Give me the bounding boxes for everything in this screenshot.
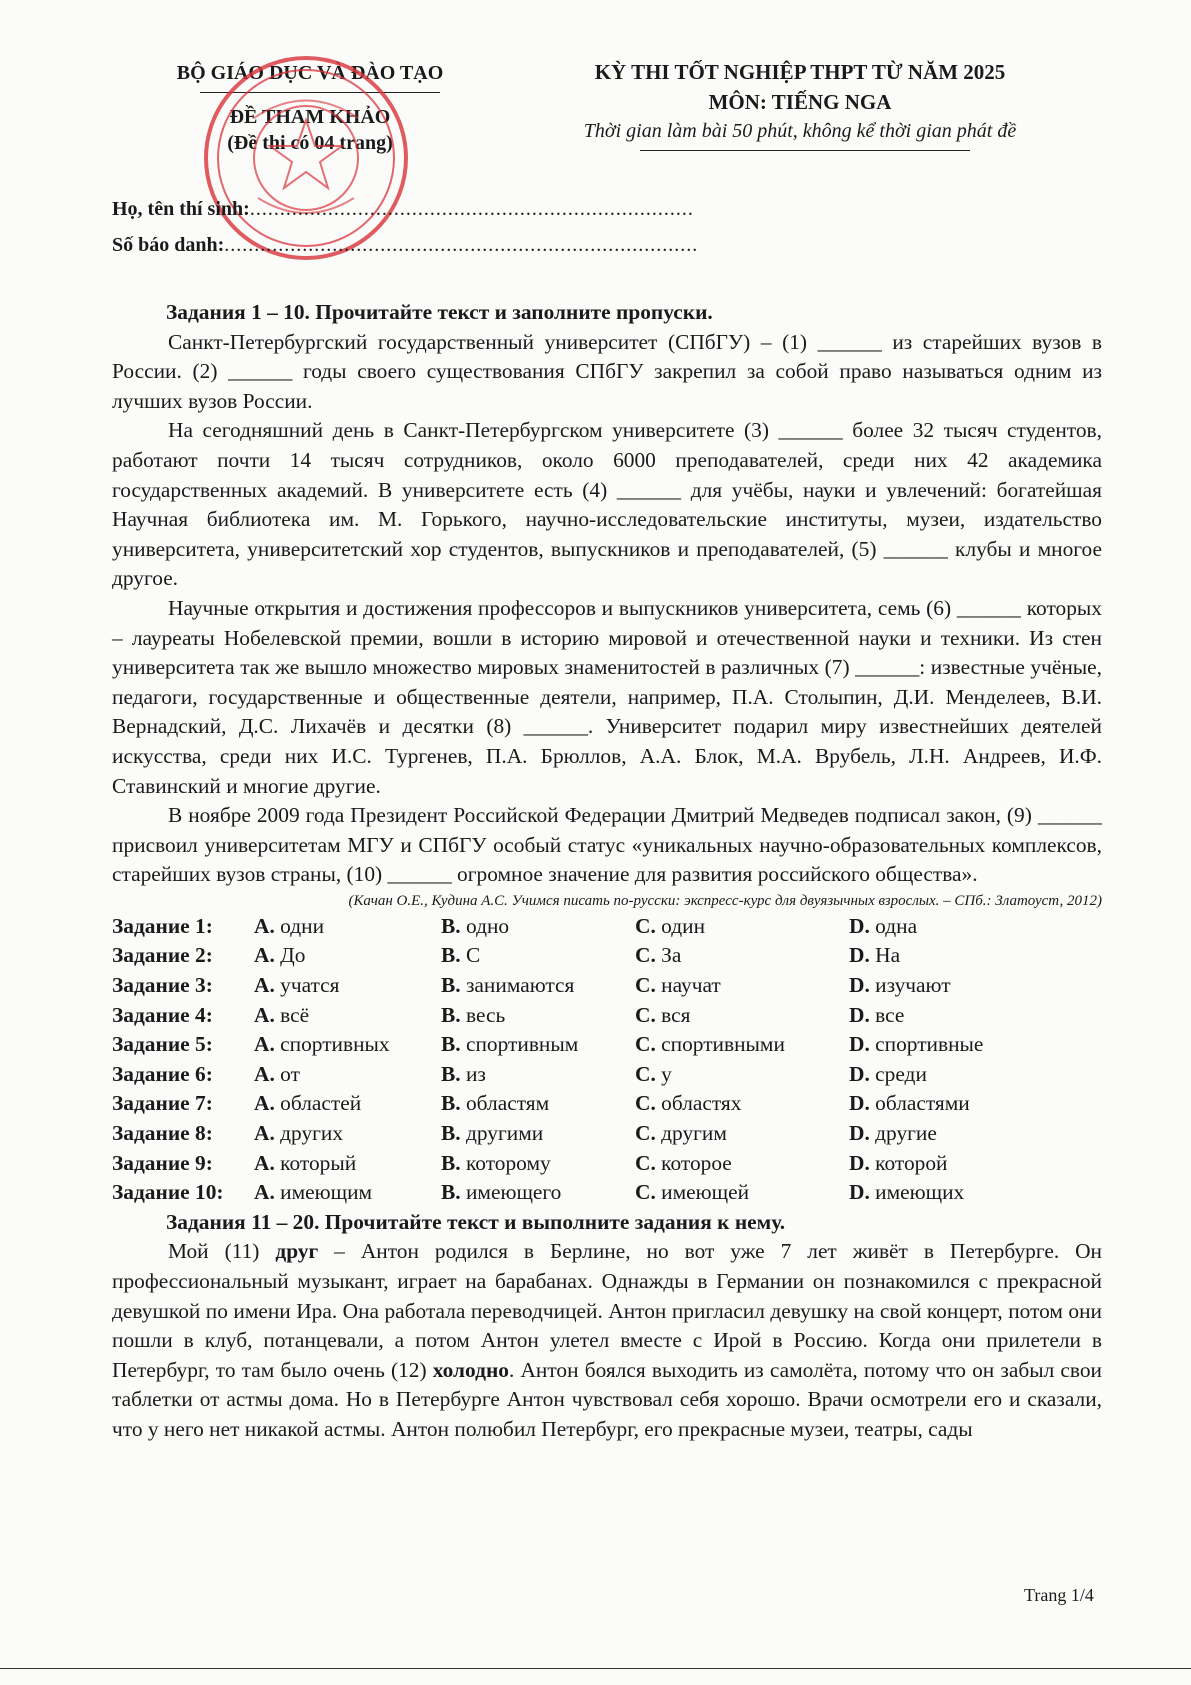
option-a[interactable]: A. областей	[254, 1091, 362, 1116]
page-bottom-edge	[0, 1668, 1191, 1669]
underlined-word-11: друг	[275, 1239, 319, 1264]
options-row	[112, 1119, 1102, 1149]
option-b[interactable]: B. одно	[441, 913, 510, 938]
option-b[interactable]: B. имеющего	[441, 1180, 562, 1205]
option-d[interactable]: D. спортивные	[849, 1032, 984, 1057]
option-c[interactable]: C. имеющей	[635, 1180, 750, 1205]
page-number: Trang 1/4	[1024, 1585, 1094, 1605]
option-c[interactable]: C. которое	[635, 1150, 732, 1175]
candidate-id-field[interactable]	[112, 234, 698, 257]
exam-subject: MÔN: TIẾNG NGA	[708, 90, 892, 114]
option-b[interactable]: B. которому	[441, 1150, 551, 1175]
options-row	[112, 1060, 1102, 1090]
option-a[interactable]: A. имеющим	[254, 1180, 373, 1205]
options-row	[112, 1149, 1102, 1179]
candidate-name-field[interactable]	[112, 198, 694, 221]
pages-note: (Đề thi có 04 trang)	[227, 132, 393, 154]
option-b[interactable]: B. спортивным	[441, 1032, 579, 1057]
option-d[interactable]: D. изучают	[849, 973, 951, 998]
option-d[interactable]: D. которой	[849, 1150, 948, 1175]
option-d[interactable]: D. другие	[849, 1121, 937, 1146]
ministry-underline	[200, 92, 440, 93]
option-c[interactable]: C. другим	[635, 1121, 727, 1146]
task-label: Задание 4:	[112, 1002, 213, 1027]
option-d[interactable]: D. все	[849, 1002, 905, 1027]
options-row	[112, 1001, 1102, 1031]
task-label: Задание 6:	[112, 1061, 213, 1086]
time-underline	[640, 150, 970, 151]
option-a[interactable]: A. До	[254, 943, 306, 968]
option-c[interactable]: C. вся	[635, 1002, 691, 1027]
option-d[interactable]: D. одна	[849, 913, 918, 938]
option-b[interactable]: B. весь	[441, 1002, 506, 1027]
option-c[interactable]: C. научат	[635, 973, 721, 998]
underlined-word-12: холодно	[432, 1357, 509, 1382]
candidate-id-dots: ...............................................................................	[224, 234, 699, 256]
reading-paragraph-3: Научные открытия и достижения профессоров и выпускников университета, семь (6) ______ которых – лауреаты Нобелевской премии, вошли в историю мировой и отечественной науки и техники. Из стен университета так же вышло множество мировых знаменитостей в различных (7) ______: известные учёные, педагоги, государственные и общественные деятели, например, П.А. Столыпин, Д.И. Менделеев, В.И. Вернадский, Д.С. Лихачёв и десятки (8) ______. Университет подарил миру известнейших деятелей искусства, среди них И.С. Тургенев, П.А. Брюллов, А.А. Блок, М.А. Врубель, Л.Н. Андреев, И.Ф. Ставинский и многие другие.	[112, 595, 1102, 798]
exam-content	[112, 298, 1102, 1445]
options-row	[112, 1030, 1102, 1060]
task-label: Задание 7:	[112, 1091, 213, 1116]
option-a[interactable]: A. спортивных	[254, 1032, 390, 1057]
option-a[interactable]: A. всё	[254, 1002, 310, 1027]
option-d[interactable]: D. среди	[849, 1061, 927, 1086]
option-a[interactable]: A. других	[254, 1121, 344, 1146]
option-b[interactable]: B. другими	[441, 1121, 544, 1146]
section2-heading: Задания 11 – 20. Прочитайте текст и выполните задания к нему.	[166, 1209, 786, 1234]
time-note: Thời gian làm bài 50 phút, không kể thời gian phát đề	[583, 120, 1017, 142]
task-label: Задание 5:	[112, 1032, 213, 1057]
option-a[interactable]: A. от	[254, 1061, 300, 1086]
task-label: Задание 9:	[112, 1150, 213, 1175]
task-label: Задание 2:	[112, 943, 213, 968]
reading-paragraph-4: В ноябре 2009 года Президент Российской Федерации Дмитрий Медведев подписал закон, (9) ______ присвоил университетам МГУ и СПбГУ особый статус «уникальных научно-образовательных комплексов, старейших вузов страны, (10) ______ огромное значение для развития российского общества».	[112, 803, 1102, 887]
option-a[interactable]: A. который	[254, 1150, 357, 1175]
options-row	[112, 1178, 1102, 1208]
option-c[interactable]: C. областях	[635, 1091, 742, 1116]
option-d[interactable]: D. На	[849, 943, 901, 968]
option-c[interactable]: C. За	[635, 943, 682, 968]
candidate-id-label: Số báo danh:	[112, 234, 225, 256]
option-b[interactable]: B. из	[441, 1061, 486, 1086]
task-label: Задание 10:	[112, 1180, 224, 1205]
options-row	[112, 1089, 1102, 1119]
exam-title: KỲ THI TỐT NGHIỆP THPT TỪ NĂM 2025	[594, 60, 1006, 84]
reading-paragraph-5: Мой (11) друг – Антон родился в Берлине, но вот уже 7 лет живёт в Петербурге. Он профессиональный музыкант, играет на барабанах. Однажды в Германии он познакомился с прекрасной девушкой по имени Ира. Она работала переводчицей. Антон пригласил девушку на свой концерт, потом они пошли в клуб, потанцевали, а потом Антон улетел вместе с Ирой в Россию. Когда они прилетели в Петербург, то там было очень (12) холодно. Антон боялся выходить из самолёта, потому что он забыл свои таблетки от астмы дома. Но в Петербурге Антон чувствовал себя хорошо. Врачи осмотрели его и сказали, что у него нет никакой астмы. Антон полюбил Петербург, его прекрасные музеи, театры, сады	[112, 1239, 1103, 1441]
source-citation: (Качан О.Е., Кудина А.С. Учимся писать по-русски: экспресс-курс для двуязычных взрослых. – СПб.: Златоуст, 2012)	[348, 892, 1102, 909]
candidate-name-label: Họ, tên thí sinh:	[112, 198, 250, 220]
option-b[interactable]: B. занимаются	[441, 973, 575, 998]
option-c[interactable]: C. у	[635, 1061, 672, 1086]
option-a[interactable]: A. одни	[254, 913, 325, 938]
task-label: Задание 3:	[112, 973, 213, 998]
options-row	[112, 971, 1102, 1001]
options-row	[112, 941, 1102, 971]
exam-type: ĐỀ THAM KHẢO	[229, 106, 391, 128]
candidate-name-dots: ..........................................................................	[249, 198, 694, 220]
option-c[interactable]: C. спортивными	[635, 1032, 785, 1057]
ministry-name: BỘ GIÁO DỤC VÀ ĐÀO TẠO	[176, 62, 444, 84]
reading-paragraph-2: На сегодняшний день в Санкт-Петербургском университете (3) ______ более 32 тысяч студентов, работают почти 14 тысяч сотрудников, около 6000 преподавателей, среди них 42 академика государственных академий. В университете есть (4) ______ для учёбы, науки и увлечений: богатейшая Научная библиотека им. М. Горького, научно-исследовательские институты, музеи, издательство университета, университетский хор студентов, выпускников и преподавателей, (5) ______ клубы и многое другое.	[112, 418, 1102, 591]
reading-paragraph-1: Санкт-Петербургский государственный университет (СПбГУ) – (1) ______ из старейших вузов в России. (2) ______ годы своего существования СПбГУ закрепил за собой право называться одним из лучших вузов России.	[112, 329, 1102, 413]
option-d[interactable]: D. областями	[849, 1091, 970, 1116]
option-b[interactable]: B. областям	[441, 1091, 550, 1116]
options-table	[112, 912, 1102, 1208]
task-label: Задание 1:	[112, 913, 213, 938]
option-c[interactable]: C. один	[635, 913, 706, 938]
option-b[interactable]: B. С	[441, 943, 481, 968]
option-a[interactable]: A. учатся	[254, 973, 340, 998]
option-d[interactable]: D. имеющих	[849, 1180, 965, 1205]
task-label: Задание 8:	[112, 1121, 213, 1146]
section1-heading: Задания 1 – 10. Прочитайте текст и заполните пропуски.	[166, 300, 713, 324]
options-row	[112, 912, 1102, 942]
